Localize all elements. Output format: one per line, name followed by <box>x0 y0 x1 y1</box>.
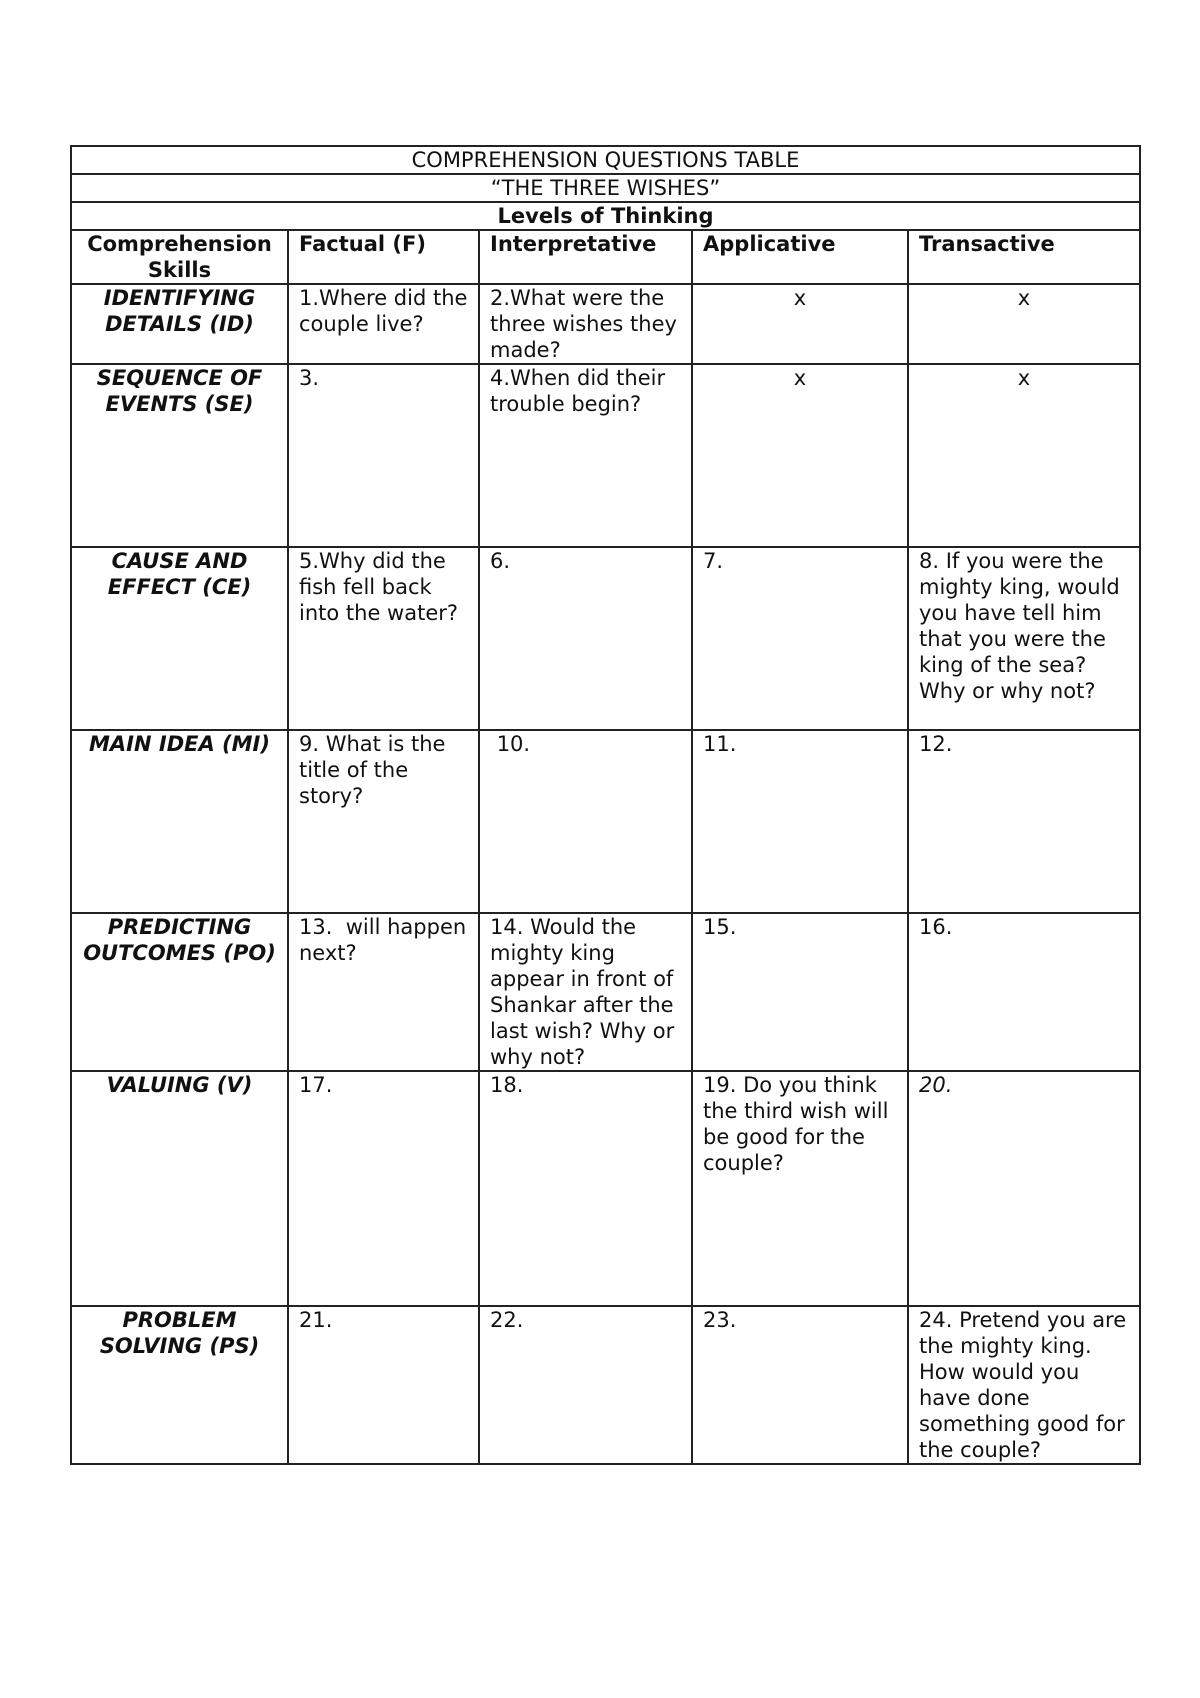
skill-cause-and-effect: CAUSE AND EFFECT (CE) <box>71 547 288 730</box>
table-row <box>71 284 1140 364</box>
question-cell-transactive: 20. <box>908 1071 1140 1306</box>
question-cell-interpretative: 6. <box>479 547 692 730</box>
question-cell-applicative: x <box>692 364 908 547</box>
question-cell-transactive: 24. Pretend you are the mighty king. How would you have done something good for the couple? <box>908 1306 1140 1464</box>
question-cell-applicative: 7. <box>692 547 908 730</box>
question-cell-interpretative: 18. <box>479 1071 692 1306</box>
question-cell-factual: 9. What is the title of the story? <box>288 730 479 913</box>
skill-sequence-of-events: SEQUENCE OF EVENTS (SE) <box>71 364 288 547</box>
question-cell-interpretative: 10. <box>479 730 692 913</box>
column-header-skills: Comprehension Skills <box>71 230 288 284</box>
skill-problem-solving: PROBLEM SOLVING (PS) <box>71 1306 288 1464</box>
question-cell-factual: 5.Why did the fish fell back into the water? <box>288 547 479 730</box>
levels-of-thinking-header: Levels of Thinking <box>71 202 1140 230</box>
question-cell-interpretative: 2.What were the three wishes they made? <box>479 284 692 364</box>
question-cell-applicative: 15. <box>692 913 908 1071</box>
column-header-interpretative: Interpretative <box>479 230 692 284</box>
table-row <box>71 364 1140 547</box>
subtitle-row <box>71 174 1140 202</box>
column-header-factual: Factual (F) <box>288 230 479 284</box>
table-row <box>71 913 1140 1071</box>
story-title: “THE THREE WISHES” <box>71 174 1140 202</box>
table-row <box>71 1071 1140 1306</box>
question-cell-transactive: 12. <box>908 730 1140 913</box>
question-cell-factual: 21. <box>288 1306 479 1464</box>
column-header-applicative: Applicative <box>692 230 908 284</box>
skill-valuing: VALUING (V) <box>71 1071 288 1306</box>
column-header-transactive: Transactive <box>908 230 1140 284</box>
table-row <box>71 1306 1140 1464</box>
comprehension-questions-table <box>70 145 1141 1465</box>
question-cell-transactive: 16. <box>908 913 1140 1071</box>
skill-identifying-details: IDENTIFYING DETAILS (ID) <box>71 284 288 364</box>
question-cell-applicative: 23. <box>692 1306 908 1464</box>
title-row <box>71 146 1140 174</box>
question-cell-applicative: x <box>692 284 908 364</box>
column-header-row <box>71 230 1140 284</box>
question-cell-factual: 3. <box>288 364 479 547</box>
question-cell-interpretative: 14. Would the mighty king appear in front of Shankar after the last wish? Why or why not? <box>479 913 692 1071</box>
levels-row <box>71 202 1140 230</box>
question-cell-factual: 1.Where did the couple live? <box>288 284 479 364</box>
table-row <box>71 730 1140 913</box>
question-cell-factual: 13. will happen next? <box>288 913 479 1071</box>
question-cell-factual: 17. <box>288 1071 479 1306</box>
question-cell-interpretative: 22. <box>479 1306 692 1464</box>
question-cell-applicative: 19. Do you think the third wish will be good for the couple? <box>692 1071 908 1306</box>
question-cell-transactive: 8. If you were the mighty king, would you have tell him that you were the king of the sea? Why or why not? <box>908 547 1140 730</box>
table-title: COMPREHENSION QUESTIONS TABLE <box>71 146 1140 174</box>
skill-predicting-outcomes: PREDICTING OUTCOMES (PO) <box>71 913 288 1071</box>
question-cell-applicative: 11. <box>692 730 908 913</box>
question-cell-interpretative: 4.When did their trouble begin? <box>479 364 692 547</box>
question-cell-transactive: x <box>908 284 1140 364</box>
skill-main-idea: MAIN IDEA (MI) <box>71 730 288 913</box>
question-cell-transactive: x <box>908 364 1140 547</box>
table-row <box>71 547 1140 730</box>
